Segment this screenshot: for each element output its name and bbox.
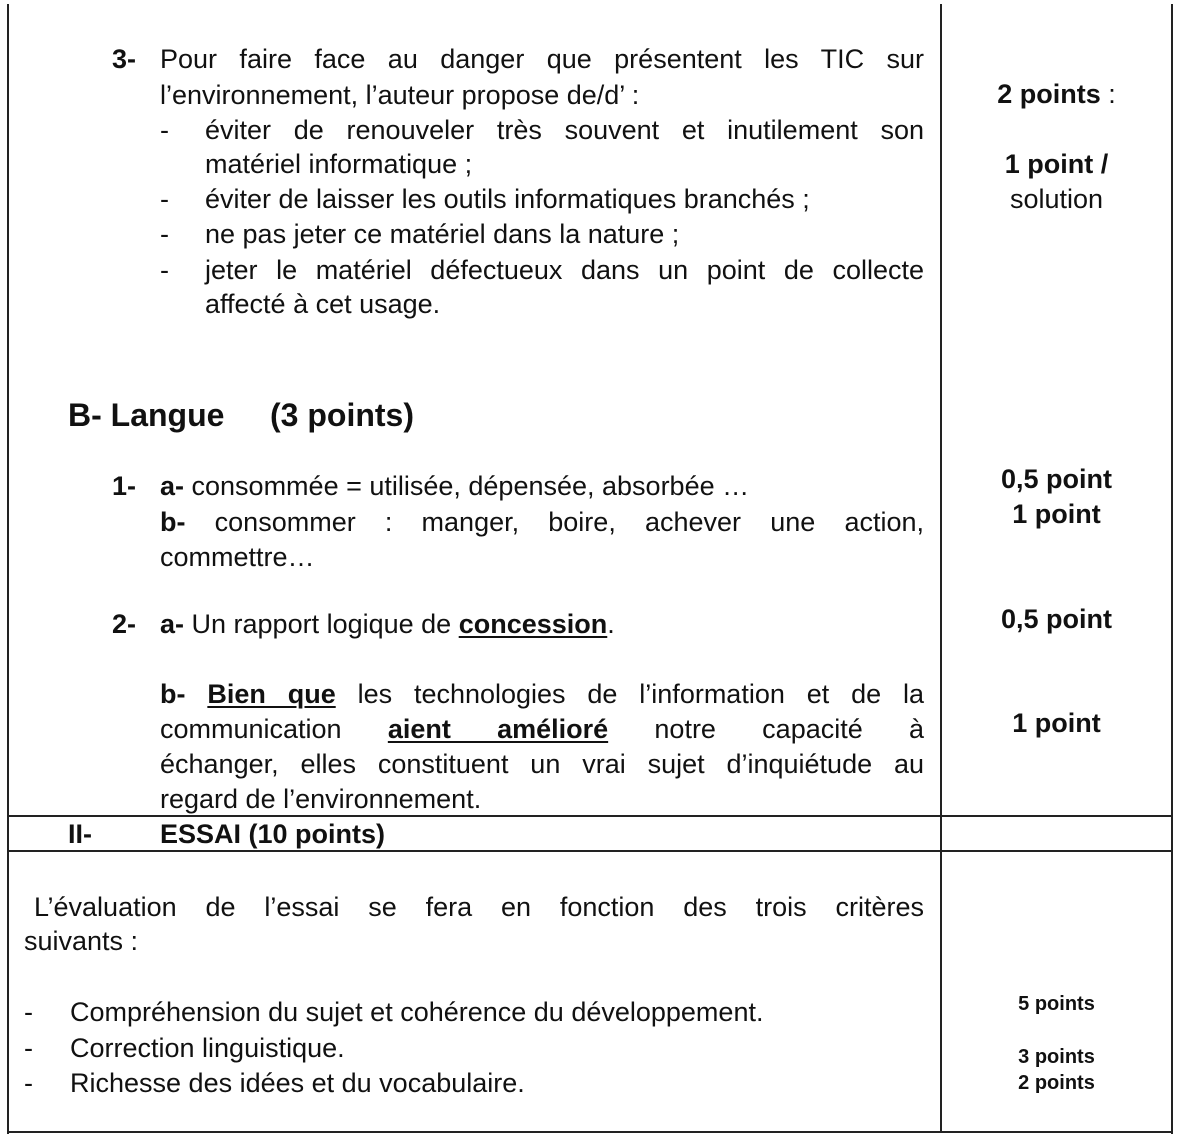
table-border-right (1171, 4, 1173, 1134)
question-2-a-label: a- (160, 609, 185, 639)
essai-intro-line-1: L’évaluation de l’essai se fera en fonction des trois critères (34, 892, 924, 922)
question-2-b-label: b- (160, 679, 186, 709)
criterion-1-text: Compréhension du sujet et cohérence du développement. (70, 997, 764, 1027)
question-2-b-line-1 (160, 677, 924, 711)
bullet-3-line-1: ne pas jeter ce matériel dans la nature ; (205, 219, 680, 249)
criterion-dash: - (24, 1033, 33, 1063)
question-2-a (160, 607, 615, 641)
question-3-points-per-solution: 1 point / (1004, 149, 1109, 179)
question-3-points-colon: : (1100, 79, 1116, 109)
question-1-b-points: 1 point (1012, 499, 1101, 529)
question-1-b-text: consommer : manger, boire, achever une action, (185, 507, 924, 537)
question-3-line-1: Pour faire face au danger que présentent les TIC sur (160, 44, 924, 74)
question-3-points-value: 2 points (997, 79, 1101, 109)
question-1-b-line-2: commettre… (160, 542, 315, 572)
criterion-dash: - (24, 997, 33, 1027)
question-1-a-text: consommée = utilisée, dépensée, absorbée … (184, 471, 750, 501)
question-2-a-text: Un rapport logique de (184, 609, 459, 639)
criterion-3-points: 2 points (1018, 1072, 1095, 1094)
question-2-a-emphasis: concession (458, 609, 608, 639)
bullet-dash: - (160, 219, 169, 249)
question-2-b-emphasis-2: aient amélioré (387, 714, 609, 744)
essai-intro-line-2: suivants : (24, 926, 139, 956)
question-1-a-label: a- (160, 471, 185, 501)
question-3-points-solution-label: solution (1009, 184, 1104, 214)
question-1-number: 1- (112, 471, 137, 501)
question-2-b-emphasis-1: Bien que (207, 679, 336, 709)
essai-number: II- (68, 819, 92, 849)
question-2-b-line-3: échanger, elles constituent un vrai sujet d’inquiétude au (160, 749, 924, 779)
question-3-points (942, 77, 1171, 111)
criterion-2-points: 3 points (1018, 1046, 1095, 1068)
bullet-4-line-2: affecté à cet usage. (205, 289, 441, 319)
question-1-b-label: b- (160, 507, 186, 537)
question-2-number: 2- (112, 609, 137, 639)
question-2-b-line-2-pre: communication (160, 714, 342, 744)
question-2-a-period: . (607, 609, 615, 639)
section-b-title: B- Langue (68, 397, 225, 433)
question-2-b-points: 1 point (1012, 708, 1101, 738)
criterion-2-text: Correction linguistique. (70, 1033, 345, 1063)
bullet-dash: - (160, 115, 169, 145)
question-2-b-line-1-rest: les technologies de l’information et de la (335, 679, 924, 709)
question-1-a-points: 0,5 point (1000, 464, 1112, 494)
question-2-b-line-4: regard de l’environnement. (160, 784, 482, 814)
question-2-b-line-2-post: notre capacité à (654, 714, 925, 744)
section-b-points: (3 points) (270, 397, 414, 433)
bullet-dash: - (160, 184, 169, 214)
question-2-a-points: 0,5 point (1000, 604, 1112, 634)
table-border-bottom (7, 1131, 1173, 1133)
bullet-1-line-1: éviter de renouveler très souvent et inutilement son (205, 115, 924, 145)
question-2-b-line-2 (160, 712, 924, 746)
question-1-b-line-1 (160, 505, 924, 539)
criterion-3-text: Richesse des idées et du vocabulaire. (70, 1068, 525, 1098)
bullet-1-line-2: matériel informatique ; (205, 149, 473, 179)
table-border-left (7, 4, 9, 1134)
essai-title: ESSAI (10 points) (160, 819, 386, 849)
question-3-number: 3- (112, 44, 137, 74)
criterion-dash: - (24, 1068, 33, 1098)
criterion-1-points: 5 points (1018, 993, 1095, 1015)
bullet-4-line-1: jeter le matériel défectueux dans un point de collecte (205, 255, 924, 285)
question-1-a (160, 469, 749, 503)
bullet-2-line-1: éviter de laisser les outils informatiques branchés ; (205, 184, 810, 214)
question-3-line-2: l’environnement, l’auteur propose de/d’ : (160, 80, 640, 110)
bullet-dash: - (160, 255, 169, 285)
